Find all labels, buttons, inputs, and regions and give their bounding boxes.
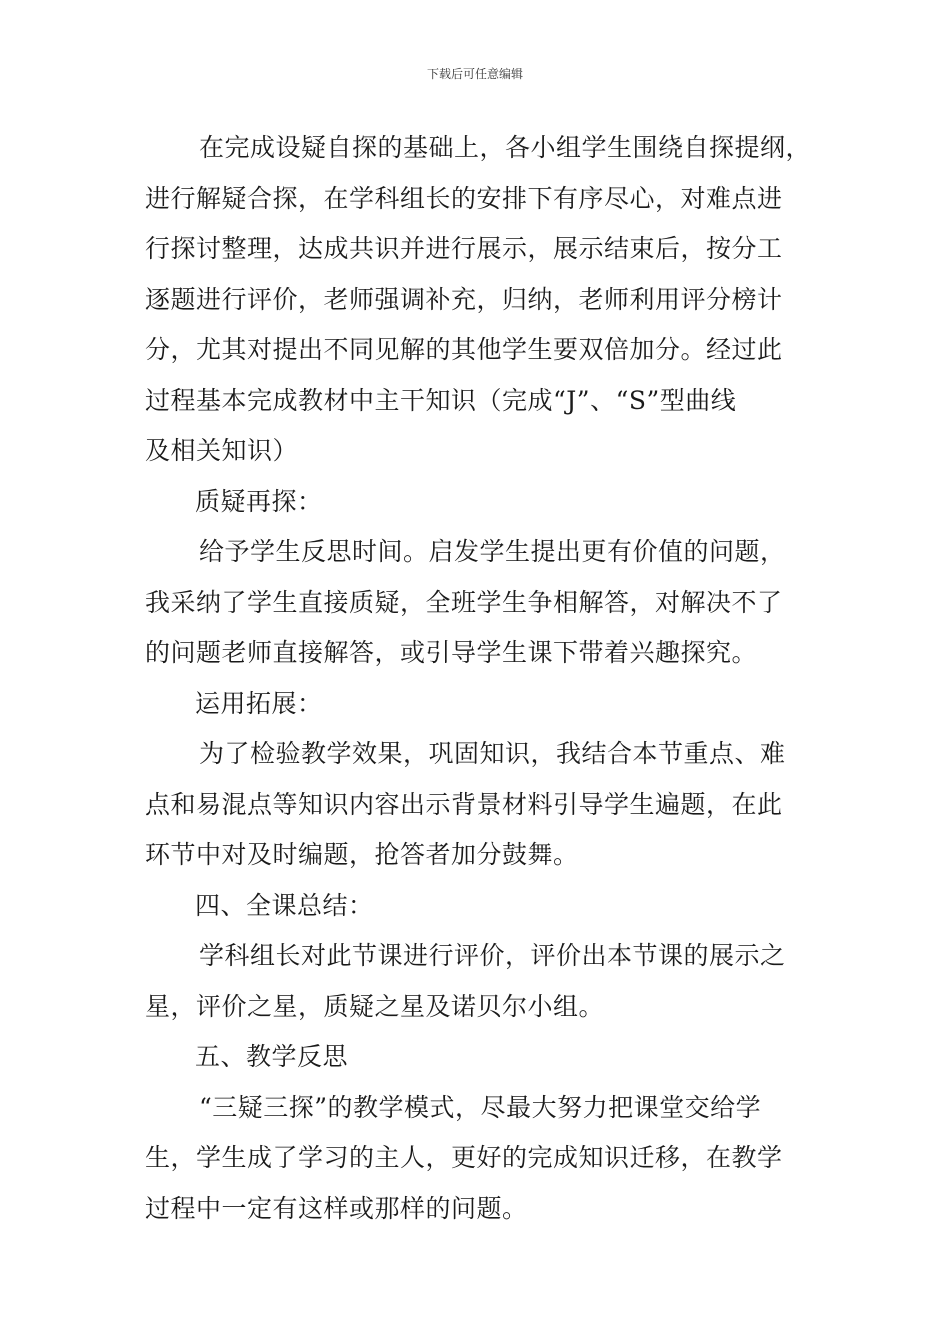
paragraph-line: 逐题进行评价，老师强调补充，归纳，老师利用评分榜计 xyxy=(145,284,783,314)
section-heading: 运用拓展： xyxy=(195,688,323,718)
section-heading: 五、教学反思 xyxy=(195,1042,349,1071)
paragraph-line: 我采纳了学生直接质疑，全班学生争相解答，对解决不了 xyxy=(145,587,783,617)
paragraph-line: 星，评价之星，质疑之星及诺贝尔小组。 xyxy=(145,991,605,1021)
paragraph-line: 学科组长对此节课进行评价，评价出本节课的展示之 xyxy=(199,941,786,970)
page-header: 下载后可任意编辑 xyxy=(426,67,523,81)
paragraph-line: 在完成设疑自探的基础上，各小组学生围绕自探提纲， xyxy=(199,133,812,162)
paragraph-line: “三疑三探”的教学模式，尽最大努力把课堂交给学 xyxy=(199,1092,762,1122)
document-body xyxy=(145,128,825,1239)
section-heading: 质疑再探： xyxy=(195,486,323,516)
paragraph-line: 生，学生成了学习的主人，更好的完成知识迁移，在教学 xyxy=(145,1143,783,1172)
paragraph-line: 分，尤其对提出不同见解的其他学生要双倍加分。经过此 xyxy=(145,335,783,364)
paragraph-line: 及相关知识） xyxy=(145,436,299,465)
paragraph-line: 的问题老师直接解答，或引导学生课下带着兴趣探究。 xyxy=(145,638,758,667)
section-heading: 四、全课总结： xyxy=(195,890,374,920)
paragraph-line: 行探讨整理，达成共识并进行展示，展示结束后，按分工 xyxy=(145,234,783,263)
paragraph-line: 环节中对及时编题，抢答者加分鼓舞。 xyxy=(145,840,579,869)
paragraph-line: 过程中一定有这样或那样的问题。 xyxy=(145,1193,528,1223)
paragraph-line: 过程基本完成教材中主干知识（完成“J”、“S”型曲线 xyxy=(145,385,737,415)
paragraph-line: 为了检验教学效果，巩固知识，我结合本节重点、难 xyxy=(199,739,786,768)
paragraph-line: 给予学生反思时间。启发学生提出更有价值的问题， xyxy=(199,537,786,566)
paragraph-line: 点和易混点等知识内容出示背景材料引导学生遍题，在此 xyxy=(145,789,783,819)
paragraph-line: 进行解疑合探，在学科组长的安排下有序尽心，对难点进 xyxy=(145,183,783,213)
